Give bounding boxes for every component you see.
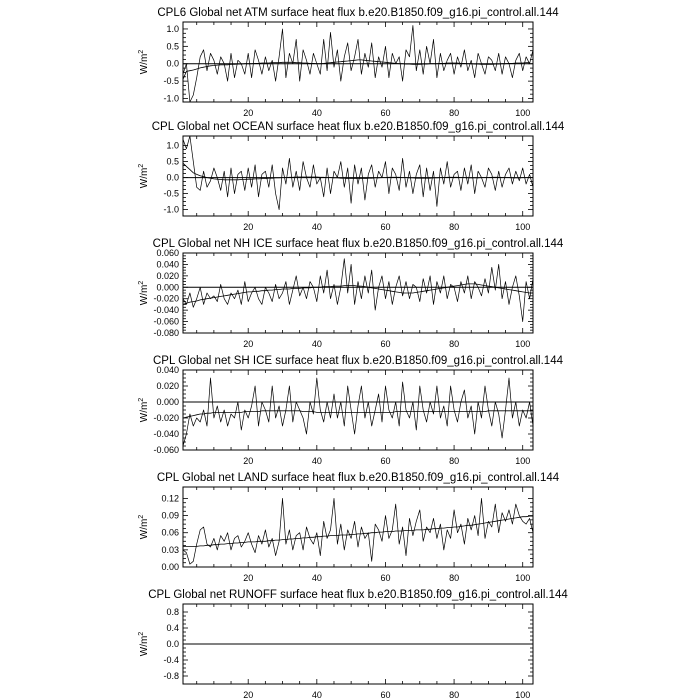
y-axis-label xyxy=(138,164,150,189)
y-tick-label: -0.040 xyxy=(153,429,179,439)
x-tick-label: 20 xyxy=(243,222,254,232)
y-tick-label: 0.4 xyxy=(166,623,179,633)
x-tick-label: 40 xyxy=(311,108,322,118)
y-tick-label: -0.080 xyxy=(153,328,179,338)
y-axis-label-unit: W/m xyxy=(139,401,150,423)
y-tick-label: 0.09 xyxy=(161,510,179,521)
x-tick-label: 40 xyxy=(311,222,322,232)
y-tick-label: -0.5 xyxy=(163,188,179,199)
chart-title: CPL6 Global net ATM surface heat flux b.e20.B1850.f09_g16.pi_control.all.144 xyxy=(157,7,559,19)
x-tick-label: 40 xyxy=(311,690,322,700)
y-axis-label-exponent: 2 xyxy=(138,49,145,54)
x-tick-label: 60 xyxy=(380,108,391,118)
x-tick-label: 20 xyxy=(243,339,254,349)
y-axis-label-exponent: 2 xyxy=(138,514,145,519)
panel-nh-ice xyxy=(138,238,564,349)
y-axis-label-unit: W/m xyxy=(139,53,150,75)
y-tick-label: -0.020 xyxy=(153,293,179,304)
chart-title: CPL Global net NH ICE surface heat flux b.e20.B1850.f09_g16.pi_control.all.144 xyxy=(152,238,564,250)
x-tick-label: 80 xyxy=(449,456,460,466)
y-axis-label-exponent: 2 xyxy=(138,163,145,168)
y-tick-label: 0.03 xyxy=(161,544,179,555)
y-tick-label: 0.000 xyxy=(156,282,179,293)
x-tick-label: 20 xyxy=(243,573,254,583)
y-tick-label: -1.0 xyxy=(163,204,179,215)
x-tick-label: 80 xyxy=(449,339,460,349)
x-tick-label: 100 xyxy=(515,573,531,583)
panel-ocean xyxy=(138,121,565,232)
y-tick-label: 0.06 xyxy=(161,527,179,538)
y-tick-label: -0.5 xyxy=(163,76,179,87)
y-tick-label: 0.000 xyxy=(156,397,179,407)
y-axis-label-unit: W/m xyxy=(139,635,150,657)
x-tick-label: 40 xyxy=(311,573,322,583)
plot-frame xyxy=(183,487,533,567)
y-tick-label: -1.0 xyxy=(163,93,179,104)
y-tick-label: -0.060 xyxy=(153,445,179,455)
y-axis-label xyxy=(138,515,150,540)
x-tick-label: 60 xyxy=(380,339,391,349)
panel-land xyxy=(138,472,560,583)
y-axis-label-exponent: 2 xyxy=(138,397,145,402)
y-tick-label: -0.8 xyxy=(163,671,179,681)
plot-frame xyxy=(183,22,533,102)
y-axis-label-unit: W/m xyxy=(139,518,150,540)
chart-title: CPL Global net LAND surface heat flux b.e20.B1850.f09_g16.pi_control.all.144 xyxy=(156,472,560,484)
x-tick-label: 20 xyxy=(243,690,254,700)
y-axis-label-exponent: 2 xyxy=(138,280,145,285)
y-axis-label xyxy=(138,632,150,657)
x-tick-label: 80 xyxy=(449,573,460,583)
x-tick-label: 100 xyxy=(515,456,531,466)
panel-sh-ice xyxy=(138,355,564,466)
x-tick-label: 60 xyxy=(380,690,391,700)
x-tick-label: 40 xyxy=(311,456,322,466)
x-tick-label: 80 xyxy=(449,222,460,232)
x-tick-label: 100 xyxy=(515,690,531,700)
chart-title: CPL Global net SH ICE surface heat flux b.e20.B1850.f09_g16.pi_control.all.144 xyxy=(152,355,564,367)
y-tick-label: -0.060 xyxy=(153,316,179,327)
x-tick-label: 60 xyxy=(380,573,391,583)
y-tick-label: 0.040 xyxy=(156,365,179,375)
x-tick-label: 100 xyxy=(515,108,531,118)
y-tick-label: 0.12 xyxy=(161,493,179,504)
plot-frame xyxy=(183,370,533,450)
series-line-annual xyxy=(183,259,533,322)
panel-runoff xyxy=(138,589,568,700)
panel-atm xyxy=(138,7,559,118)
x-tick-label: 100 xyxy=(515,339,531,349)
y-axis-label xyxy=(138,398,150,423)
y-axis-label-unit: W/m xyxy=(139,284,150,306)
y-axis-label xyxy=(138,50,150,75)
y-tick-label: 0.0 xyxy=(166,639,179,649)
y-tick-label: 1.0 xyxy=(166,23,179,34)
y-tick-label: 0.00 xyxy=(161,562,179,572)
x-tick-label: 60 xyxy=(380,456,391,466)
chart-title: CPL Global net OCEAN surface heat flux b.e20.B1850.f09_g16.pi_control.all.144 xyxy=(151,121,565,133)
y-axis-label xyxy=(138,281,150,306)
y-tick-label: 1.0 xyxy=(166,140,179,151)
x-tick-label: 80 xyxy=(449,108,460,118)
y-tick-label: 0.0 xyxy=(166,172,179,183)
y-tick-label: -0.020 xyxy=(153,413,179,423)
y-tick-label: 0.5 xyxy=(166,156,179,167)
chart-title: CPL Global net RUNOFF surface heat flux b.e20.B1850.f09_g16.pi_control.all.144 xyxy=(148,589,568,601)
y-tick-label: 0.040 xyxy=(156,259,179,270)
series-line-annual xyxy=(183,136,533,210)
y-axis-label-exponent: 2 xyxy=(138,631,145,636)
series-line-smoothed xyxy=(183,516,533,546)
x-tick-label: 40 xyxy=(311,339,322,349)
y-tick-label: 0.060 xyxy=(156,248,179,258)
y-tick-label: -0.4 xyxy=(163,655,179,665)
y-tick-label: 0.020 xyxy=(156,381,179,391)
y-tick-label: 0.8 xyxy=(166,607,179,617)
y-tick-label: 0.5 xyxy=(166,41,179,52)
x-tick-label: 20 xyxy=(243,108,254,118)
x-tick-label: 80 xyxy=(449,690,460,700)
y-tick-label: 0.020 xyxy=(156,270,179,281)
x-tick-label: 60 xyxy=(380,222,391,232)
y-tick-label: -0.040 xyxy=(153,305,179,316)
series-line-annual xyxy=(183,498,533,564)
y-axis-label-unit: W/m xyxy=(139,167,150,189)
x-tick-label: 100 xyxy=(515,222,531,232)
x-tick-label: 20 xyxy=(243,456,254,466)
y-tick-label: 0.0 xyxy=(166,58,179,69)
